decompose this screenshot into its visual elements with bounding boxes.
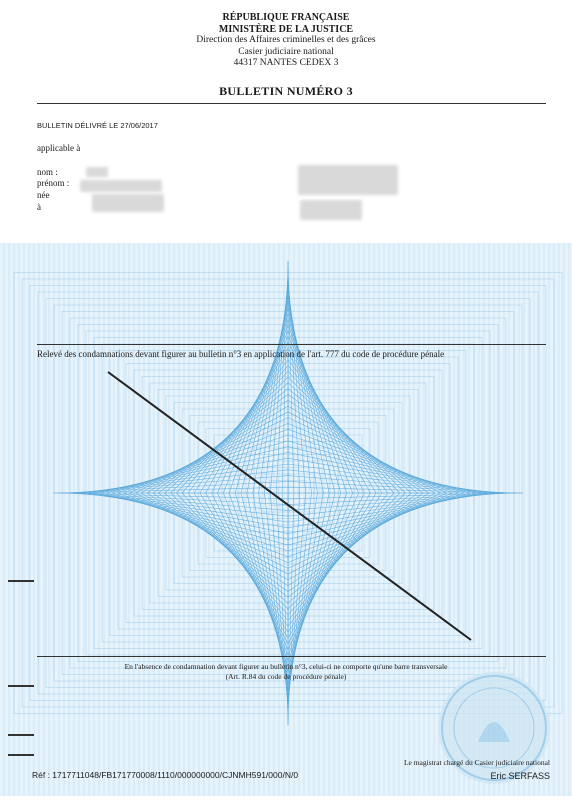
registry-name: Casier judiciaire national <box>238 46 334 57</box>
absence-article: (Art. R.84 du code de procédure pénale) <box>225 672 347 681</box>
a-label: à <box>37 202 41 212</box>
record-bottom-rule <box>37 656 546 657</box>
reference-number: Réf : 1717711048/FB171770008/1110/000000000/CJNMH591/000/N/0 <box>32 770 299 780</box>
nom-label: nom : <box>37 167 58 177</box>
official-seal <box>438 672 550 784</box>
edge-mark-3 <box>8 734 34 736</box>
nee-label: née <box>37 190 50 200</box>
edge-mark-4 <box>8 754 34 756</box>
issue-date: BULLETIN DÉLIVRÉ LE 27/06/2017 <box>37 121 158 130</box>
document-title: BULLETIN NUMÉRO 3 <box>219 84 353 98</box>
edge-mark-1 <box>8 580 34 582</box>
registry-address: 44317 NANTES CEDEX 3 <box>233 58 339 68</box>
direction-name: Direction des Affaires criminelles et des grâces <box>196 35 376 45</box>
prenom-label: prénom : <box>37 178 70 188</box>
record-heading: Relevé des condamnations devant figurer au bulletin n°3 en application de l'art. 777 du code de procédure pénale <box>37 349 445 359</box>
republic-name: RÉPUBLIQUE FRANÇAISE <box>222 12 350 23</box>
edge-mark-2 <box>8 685 34 687</box>
applicable-label: applicable à <box>37 143 81 153</box>
magistrate-title: Le magistrat chargé du Casier judiciaire national <box>403 758 550 767</box>
absence-note: En l'absence de condamnation devant figurer au bulletin n°3, celui-ci ne comporte qu'une barre transversale <box>124 662 448 671</box>
ministry-name: MINISTÈRE DE LA JUSTICE <box>218 23 354 35</box>
magistrate-name: Eric SERFASS <box>490 771 550 781</box>
